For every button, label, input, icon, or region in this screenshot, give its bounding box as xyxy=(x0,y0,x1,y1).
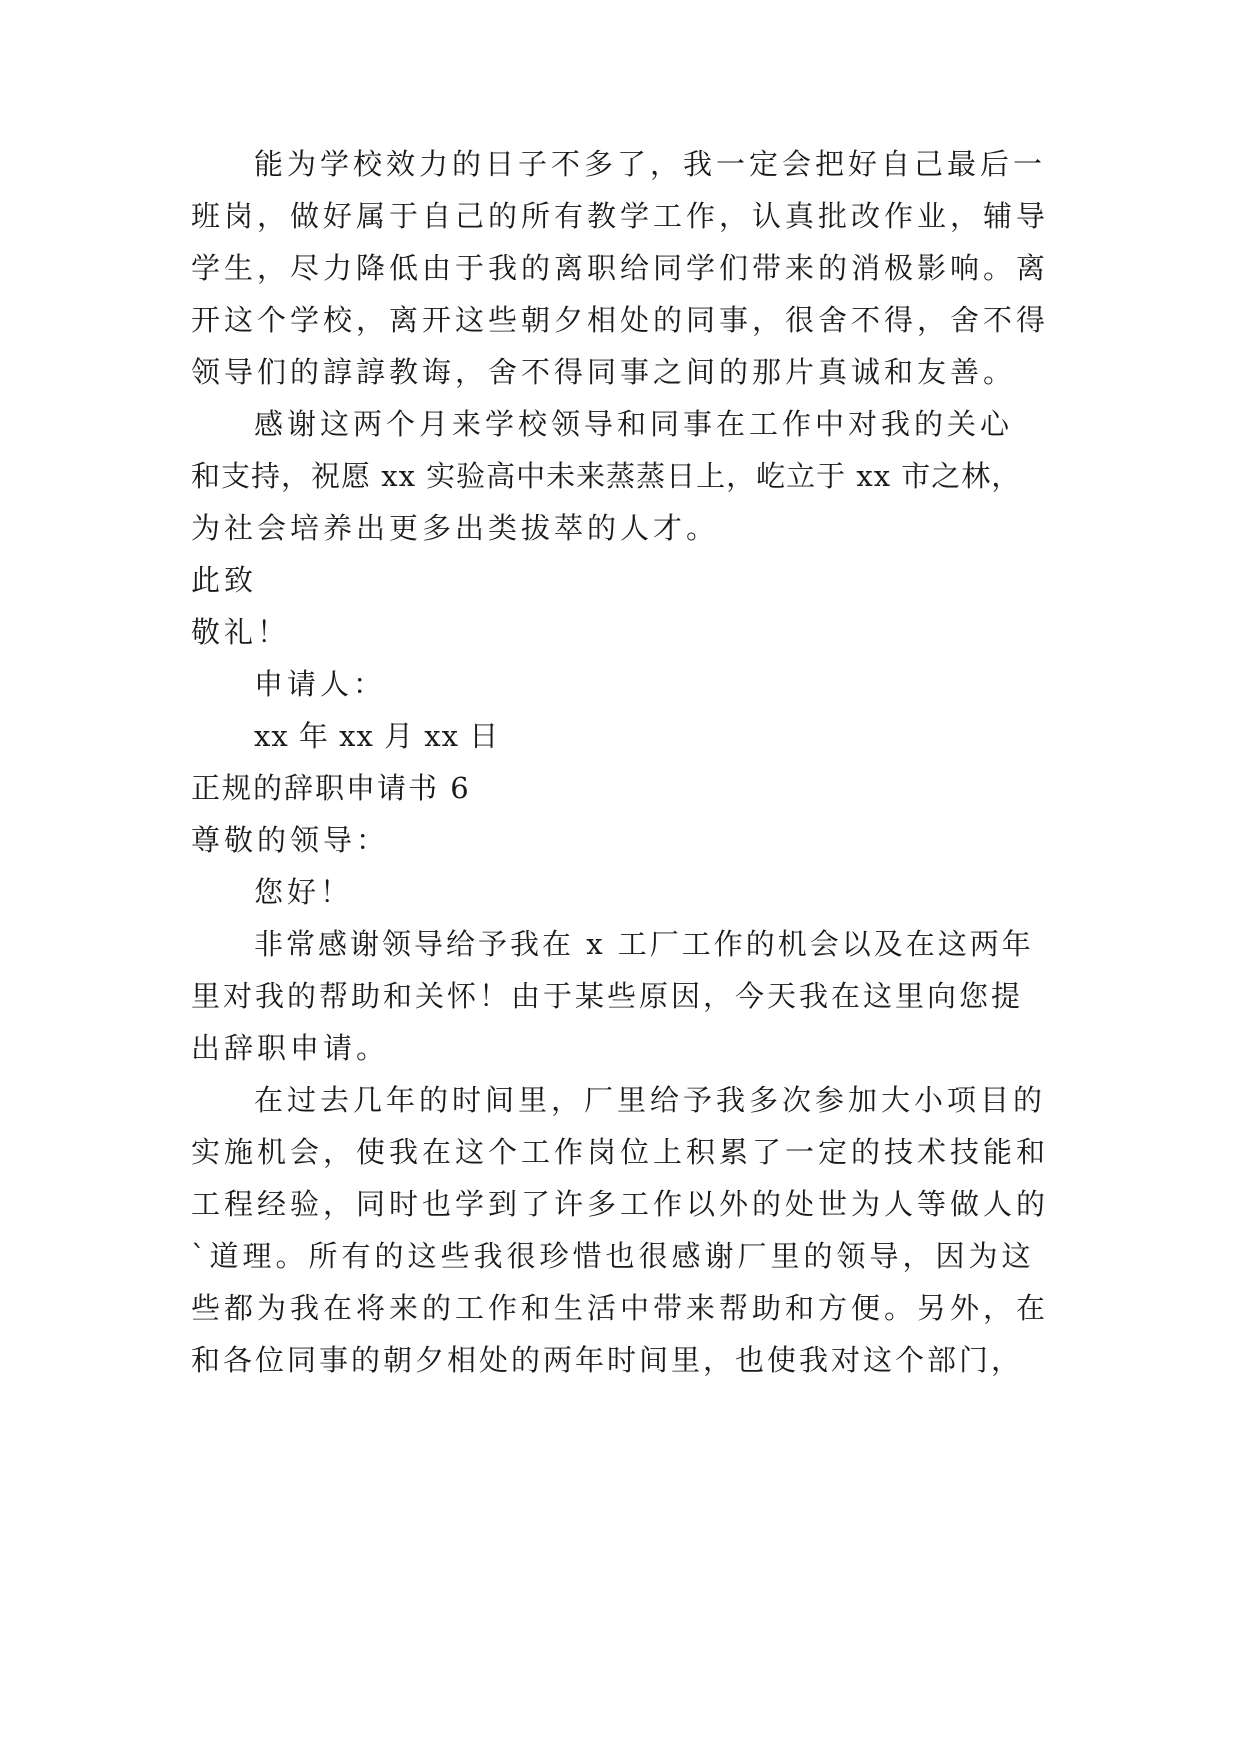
text-line: `道理。所有的这些我很珍惜也很感谢厂里的领导，因为这 xyxy=(191,1239,1035,1273)
text-line: 些都为我在将来的工作和生活中带来帮助和方便。另外，在 xyxy=(191,1291,1050,1325)
section-title: 正规的辞职申请书 6 xyxy=(191,771,471,805)
greeting: 尊敬的领导： xyxy=(191,823,390,857)
text-line: 感谢这两个月来学校领导和同事在工作中对我的关心 xyxy=(254,407,1014,441)
text-line: 学生，尽力降低由于我的离职给同学们带来的消极影响。离 xyxy=(191,251,1050,285)
text-line: 非常感谢领导给予我在 x 工厂工作的机会以及在这两年 xyxy=(254,927,1034,961)
text-line: 和各位同事的朝夕相处的两年时间里，也使我对这个部门， xyxy=(191,1343,1024,1377)
greeting-hello: 您好！ xyxy=(254,875,354,909)
applicant-label: 申请人： xyxy=(254,667,387,701)
text-line: 为社会培养出更多出类拔萃的人才。 xyxy=(191,511,720,545)
text-line: 领导们的諄諄教诲，舍不得同事之间的那片真诚和友善。 xyxy=(191,355,1017,389)
date-line: xx 年 xx 月 xx 日 xyxy=(254,719,500,753)
text-line: 班岗，做好属于自己的所有教学工作，认真批改作业，辅导 xyxy=(191,199,1050,233)
text-line: 能为学校效力的日子不多了，我一定会把好自己最后一 xyxy=(254,147,1047,181)
text-line: 出辞职申请。 xyxy=(191,1031,390,1065)
text-line: 在过去几年的时间里，厂里给予我多次参加大小项目的 xyxy=(254,1083,1047,1117)
text-line: 工程经验，同时也学到了许多工作以外的处世为人等做人的 xyxy=(191,1187,1050,1221)
closing-regards: 敬礼！ xyxy=(191,615,291,649)
text-line: 开这个学校，离开这些朝夕相处的同事，很舍不得，舍不得 xyxy=(191,303,1050,337)
text-line: 实施机会，使我在这个工作岗位上积累了一定的技术技能和 xyxy=(191,1135,1050,1169)
text-line: 和支持，祝愿 xx 实验高中未来蒸蒸日上，屹立于 xx 市之林， xyxy=(191,459,1022,493)
text-line: 里对我的帮助和关怀！由于某些原因，今天我在这里向您提 xyxy=(191,979,1024,1013)
closing-salutation: 此致 xyxy=(191,563,258,597)
